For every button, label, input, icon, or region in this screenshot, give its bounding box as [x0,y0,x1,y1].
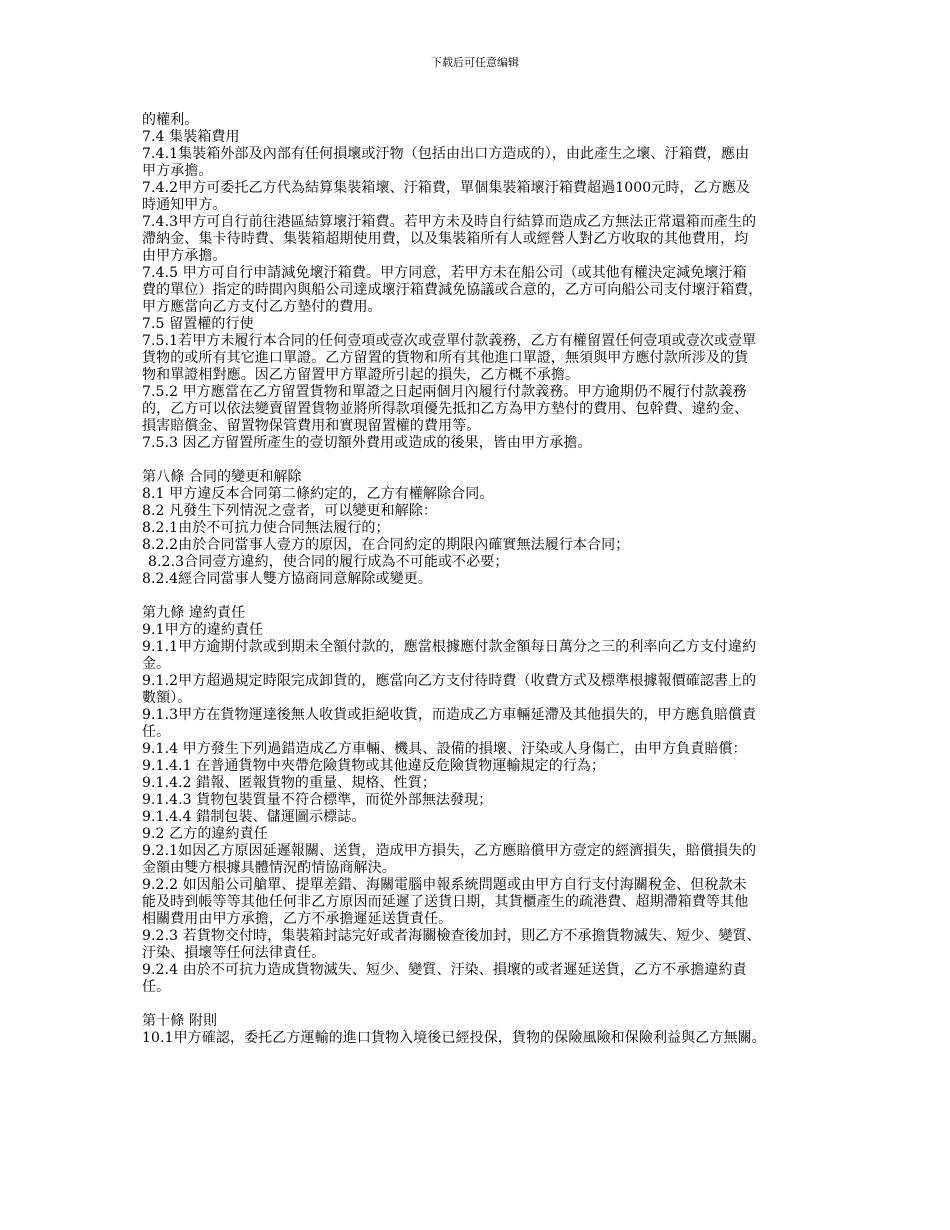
document-line: 7.5.2 甲方應當在乙方留置貨物和單證之日起兩個月內履行付款義務。甲方逾期仍不履行付款義務 [142,384,747,400]
document-line: 能及時到帳等等其他任何非乙方原因而延遲了送貨日期，其貨櫃產生的疏港費、超期滯箱費等其他 [142,894,749,910]
document-line: 費的單位）指定的時間內與船公司達成壞汙箱費減免協議或合意的，乙方可向船公司支付壞汙箱費， [142,282,763,298]
document-line: 7.4.2甲方可委托乙方代為結算集裝箱壞、汙箱費，單個集裝箱壞汙箱費超過1000元時，乙方應及 [142,180,750,196]
document-line: 貨物的或所有其它進口單證。乙方留置的貨物和所有其他進口單證，無須與甲方應付款所涉及的貨 [142,350,749,366]
document-line: 第十條 附則 [142,1013,218,1029]
document-line: 8.2 凡發生下列情況之壹者，可以變更和解除： [142,503,438,519]
document-line: 7.4.3甲方可自行前往港區結算壞汙箱費。若甲方未及時自行結算而造成乙方無法正常還箱而產生的 [142,214,757,230]
document-line: 9.1.4.2 錯報、匿報貨物的重量、規格、性質； [142,775,436,791]
document-line: 8.1 甲方違反本合同第二條約定的，乙方有權解除合同。 [142,486,494,502]
document-line: 第八條 合同的變更和解除 [142,469,302,485]
document-line: 9.1.1甲方逾期付款或到期未全額付款的，應當根據應付款金額每日萬分之三的利率向乙方支付違約 [142,639,757,655]
document-line: 8.2.2由於合同當事人壹方的原因，在合同約定的期限內確實無法履行本合同； [142,537,630,553]
document-line: 9.2.2 如因船公司艙單、提單差錯、海關電腦申報系統問題或由甲方自行支付海關稅金、但稅款未 [142,877,747,893]
document-line: 數額）。 [142,690,192,706]
document-line: 7.4 集裝箱費用 [142,129,240,145]
document-line: 甲方應當向乙方支付乙方墊付的費用。 [142,299,382,315]
page-header: 下载后可任意编辑 [431,56,519,69]
document-line: 8.2.3合同壹方違約，使合同的履行成為不可能或不必要； [148,554,509,570]
document-line: 7.4.5 甲方可自行申請減免壞汙箱費。甲方同意，若甲方未在船公司（或其他有權決定減免壞汙箱 [142,265,747,281]
document-line: 9.2 乙方的違約責任 [142,826,268,842]
document-line: 9.1.4.1 在普通貨物中夾帶危險貨物或其他違反危險貨物運輸規定的行為； [142,758,606,774]
document-line: 的權利。 [142,112,199,128]
document-line: 7.5.3 因乙方留置所產生的壹切額外費用或造成的後果，皆由甲方承擔。 [142,435,592,451]
blank-line [142,452,872,469]
document-line: 8.2.1由於不可抗力使合同無法履行的； [142,520,390,536]
document-line: 相關費用由甲方承擔，乙方不承擔遲延送貨責任。 [142,911,453,927]
document-line: 金。 [142,656,171,672]
document-line: 物和單證相對應。因乙方留置甲方單證所引起的損失，乙方概不承擔。 [142,367,580,383]
document-line: 7.5 留置權的行使 [142,316,254,332]
document-line: 甲方承擔。 [142,163,213,179]
blank-line [142,996,872,1013]
document-line: 9.1.3甲方在貨物運達後無人收貨或拒絕收貨，而造成乙方車輛延滯及其他損失的，甲方應負賠償責 [142,707,757,723]
document-line: 任。 [142,979,171,995]
document-line: 9.2.3 若貨物交付時，集裝箱封誌完好或者海關檢查後加封，則乙方不承擔貨物滅失、短少、變質、 [142,928,761,944]
document-line: 第九條 違約責任 [142,605,246,621]
document-line: 7.4.1集裝箱外部及內部有任何損壞或汙物（包括由出口方造成的），由此產生之壞、汙箱費，應由 [142,146,750,162]
document-line: 任。 [142,724,171,740]
document-line: 由甲方承擔。 [142,248,227,264]
document-line: 9.2.4 由於不可抗力造成貨物滅失、短少、變質、汙染、損壞的或者遲延送貨，乙方不承擔違約責 [142,962,747,978]
document-body [142,112,872,1047]
document-line: 10.1甲方確認，委托乙方運輸的進口貨物入境後已經投保，貨物的保險風險和保險利益與乙方無關。 [142,1030,766,1046]
document-line: 7.5.1若甲方未履行本合同的任何壹項或壹次或壹單付款義務，乙方有權留置任何壹項或壹次或壹單 [142,333,757,349]
document-line: 的，乙方可以依法變賣留置貨物並將所得款項優先抵扣乙方為甲方墊付的費用、包幹費、違約金、 [142,401,749,417]
document-line: 9.1.2甲方超過規定時限完成卸貨的，應當向乙方支付待時費（收費方式及標準根據報價確認書上的 [142,673,757,689]
document-line: 9.1.4.4 錯制包裝、儲運圖示標誌。 [142,809,366,825]
document-line: 滯納金、集卡待時費、集裝箱超期使用費，以及集裝箱所有人或經營人對乙方收取的其他費用，均 [142,231,749,247]
document-line: 8.2.4經合同當事人雙方協商同意解除或變更。 [142,571,432,587]
document-line: 9.1甲方的違約責任 [142,622,264,638]
document-line: 損害賠償金、留置物保管費用和實現留置權的費用等。 [142,418,481,434]
blank-line [142,588,872,605]
document-line: 9.1.4 甲方發生下列過錯造成乙方車輛、機具、設備的損壞、汙染或人身傷亡，由甲方負責賠償： [142,741,747,757]
document-line: 時通知甲方。 [142,197,227,213]
document-line: 汙染、損壞等任何法律責任。 [142,945,326,961]
document-line: 9.2.1如因乙方原因延遲報關、送貨，造成甲方損失，乙方應賠償甲方壹定的經濟損失，賠償損失的 [142,843,757,859]
document-line: 金額由雙方根據具體情況酌情協商解決。 [142,860,396,876]
document-line: 9.1.4.3 貨物包裝質量不符合標準，而從外部無法發現； [142,792,493,808]
